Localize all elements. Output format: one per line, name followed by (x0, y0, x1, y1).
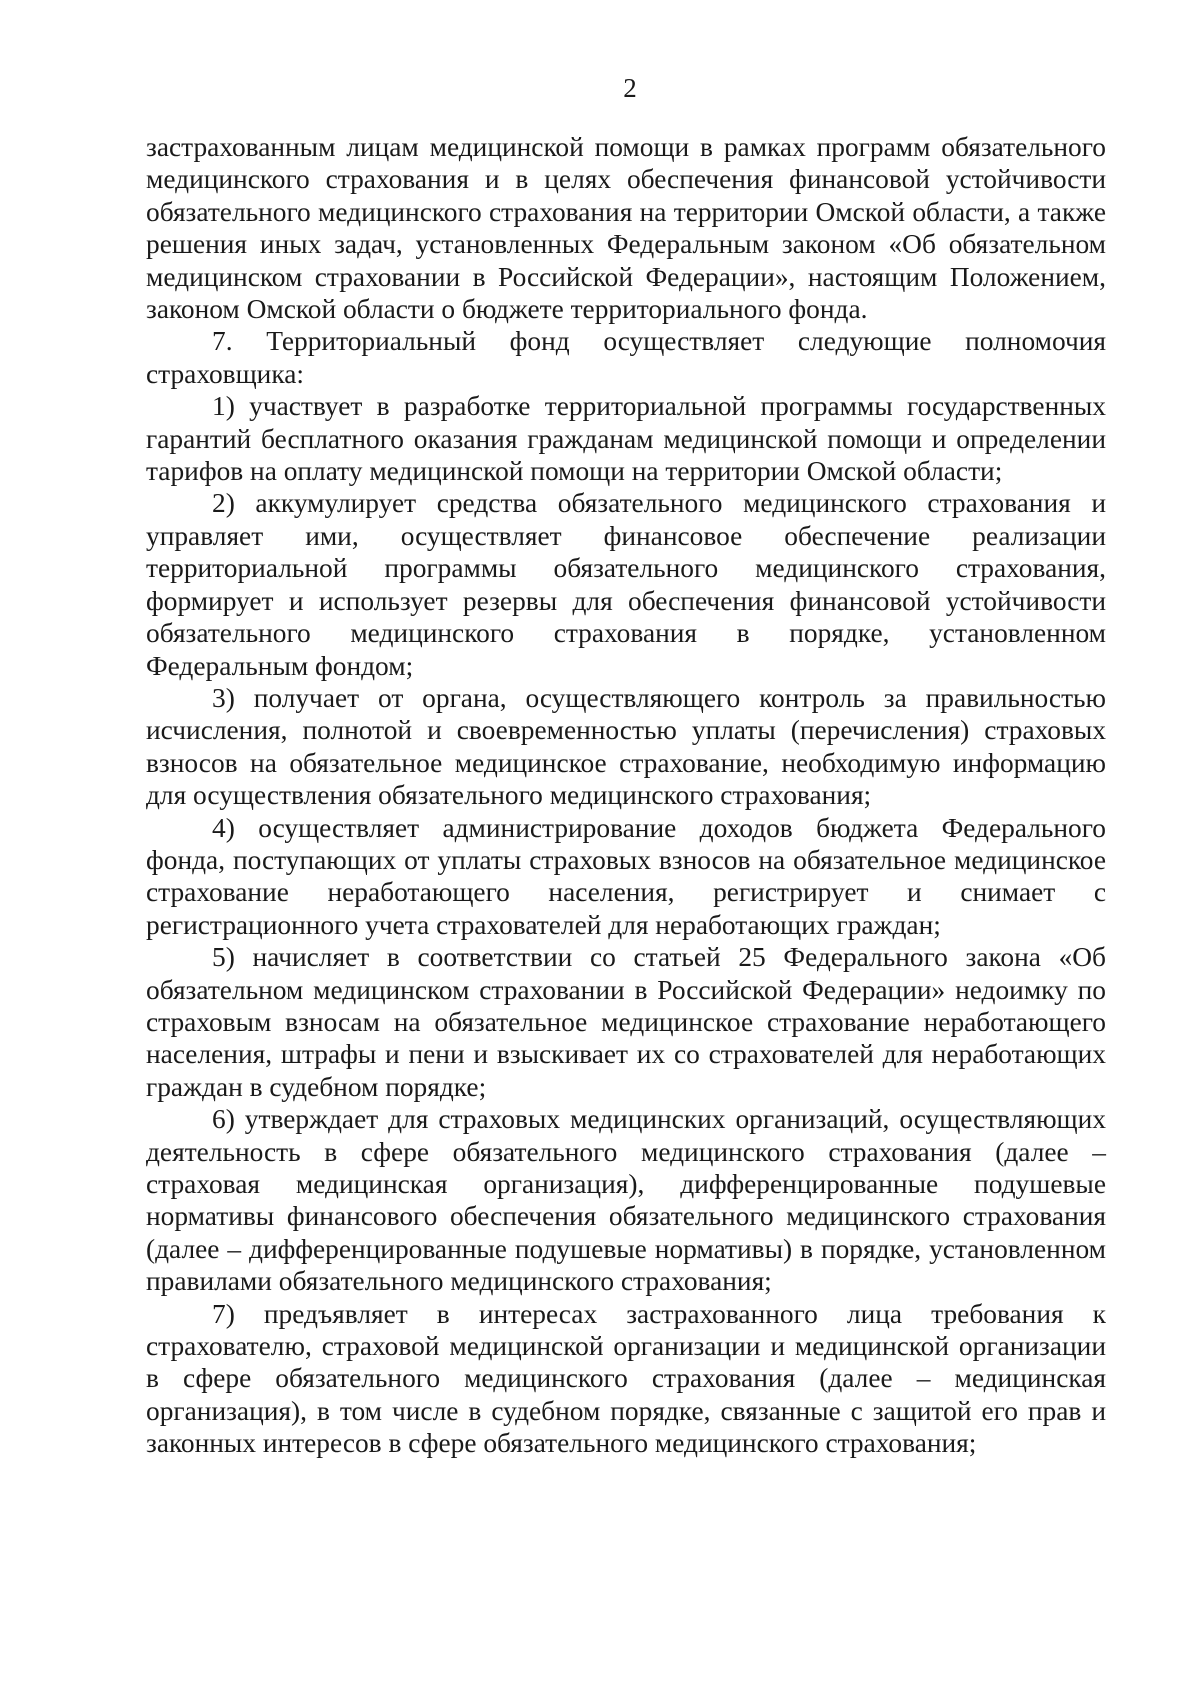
list-item-7: 7) предъявляет в интересах застрахованного лица требования к страхователю, страховой медицинской организации и медицинской организации в сфере обязательного медицинского страхования (далее – медицинская организация), в том числе в судебном порядке, связанные с защитой его прав и законных интересов в сфере обязательного медицинского страхования; (146, 1298, 1106, 1459)
list-item-2: 2) аккумулирует средства обязательного медицинского страхования и управляет ими, осуществляет финансовое обеспечение реализации территориальной программы обязательного медицинского страхования, формирует и использует резервы для обеспечения финансовой устойчивости обязательного медицинского страхования в порядке, установленном Федеральным фондом; (146, 488, 1106, 681)
list-item-6: 6) утверждает для страховых медицинских организаций, осуществляющих деятельность в сфере обязательного медицинского страхования (далее – страховая медицинская организация), дифференцированные подушевые нормативы финансового обеспечения обязательного медицинского страхования (далее – дифференцированные подушевые нормативы) в порядке, установленном правилами обязательного медицинского страхования; (146, 1104, 1106, 1297)
list-item-5: 5) начисляет в соответствии со статьей 25 Федерального закона «Об обязательном медицинском страховании в Российской Федерации» недоимку по страховым взносам на обязательное медицинское страхование неработающего населения, штрафы и пени и взыскивает их со страхователей для неработающих граждан в судебном порядке; (146, 942, 1106, 1102)
document-body (146, 131, 1106, 1460)
page-number: 2 (623, 73, 637, 103)
list-item-4: 4) осуществляет администрирование доходов бюджета Федерального фонда, поступающих от уплаты страховых взносов на обязательное медицинское страхование неработающего населения, регистрирует и снимает с регистрационного учета страхователей для неработающих граждан; (146, 812, 1106, 940)
list-item-1: 1) участвует в разработке территориальной программы государственных гарантий бесплатного оказания гражданам медицинской помощи и определении тарифов на оплату медицинской помощи на территории Омской области; (146, 391, 1106, 487)
paragraph-section-7: 7. Территориальный фонд осуществляет следующие полномочия страховщика: (146, 326, 1106, 389)
paragraph-continuation: застрахованным лицам медицинской помощи в рамках программ обязательного медицинского страхования и в целях обеспечения финансовой устойчивости обязательного медицинского страхования на территории Омской области, а также решения иных задач, установленных Федеральным законом «Об обязательном медицинском страховании в Российской Федерации», настоящим Положением, законом Омской области о бюджете территориального фонда. (146, 132, 1106, 325)
list-item-3: 3) получает от органа, осуществляющего контроль за правильностью исчисления, полнотой и своевременностью уплаты (перечисления) страховых взносов на обязательное медицинское страхование, необходимую информацию для осуществления обязательного медицинского страхования; (146, 682, 1106, 811)
